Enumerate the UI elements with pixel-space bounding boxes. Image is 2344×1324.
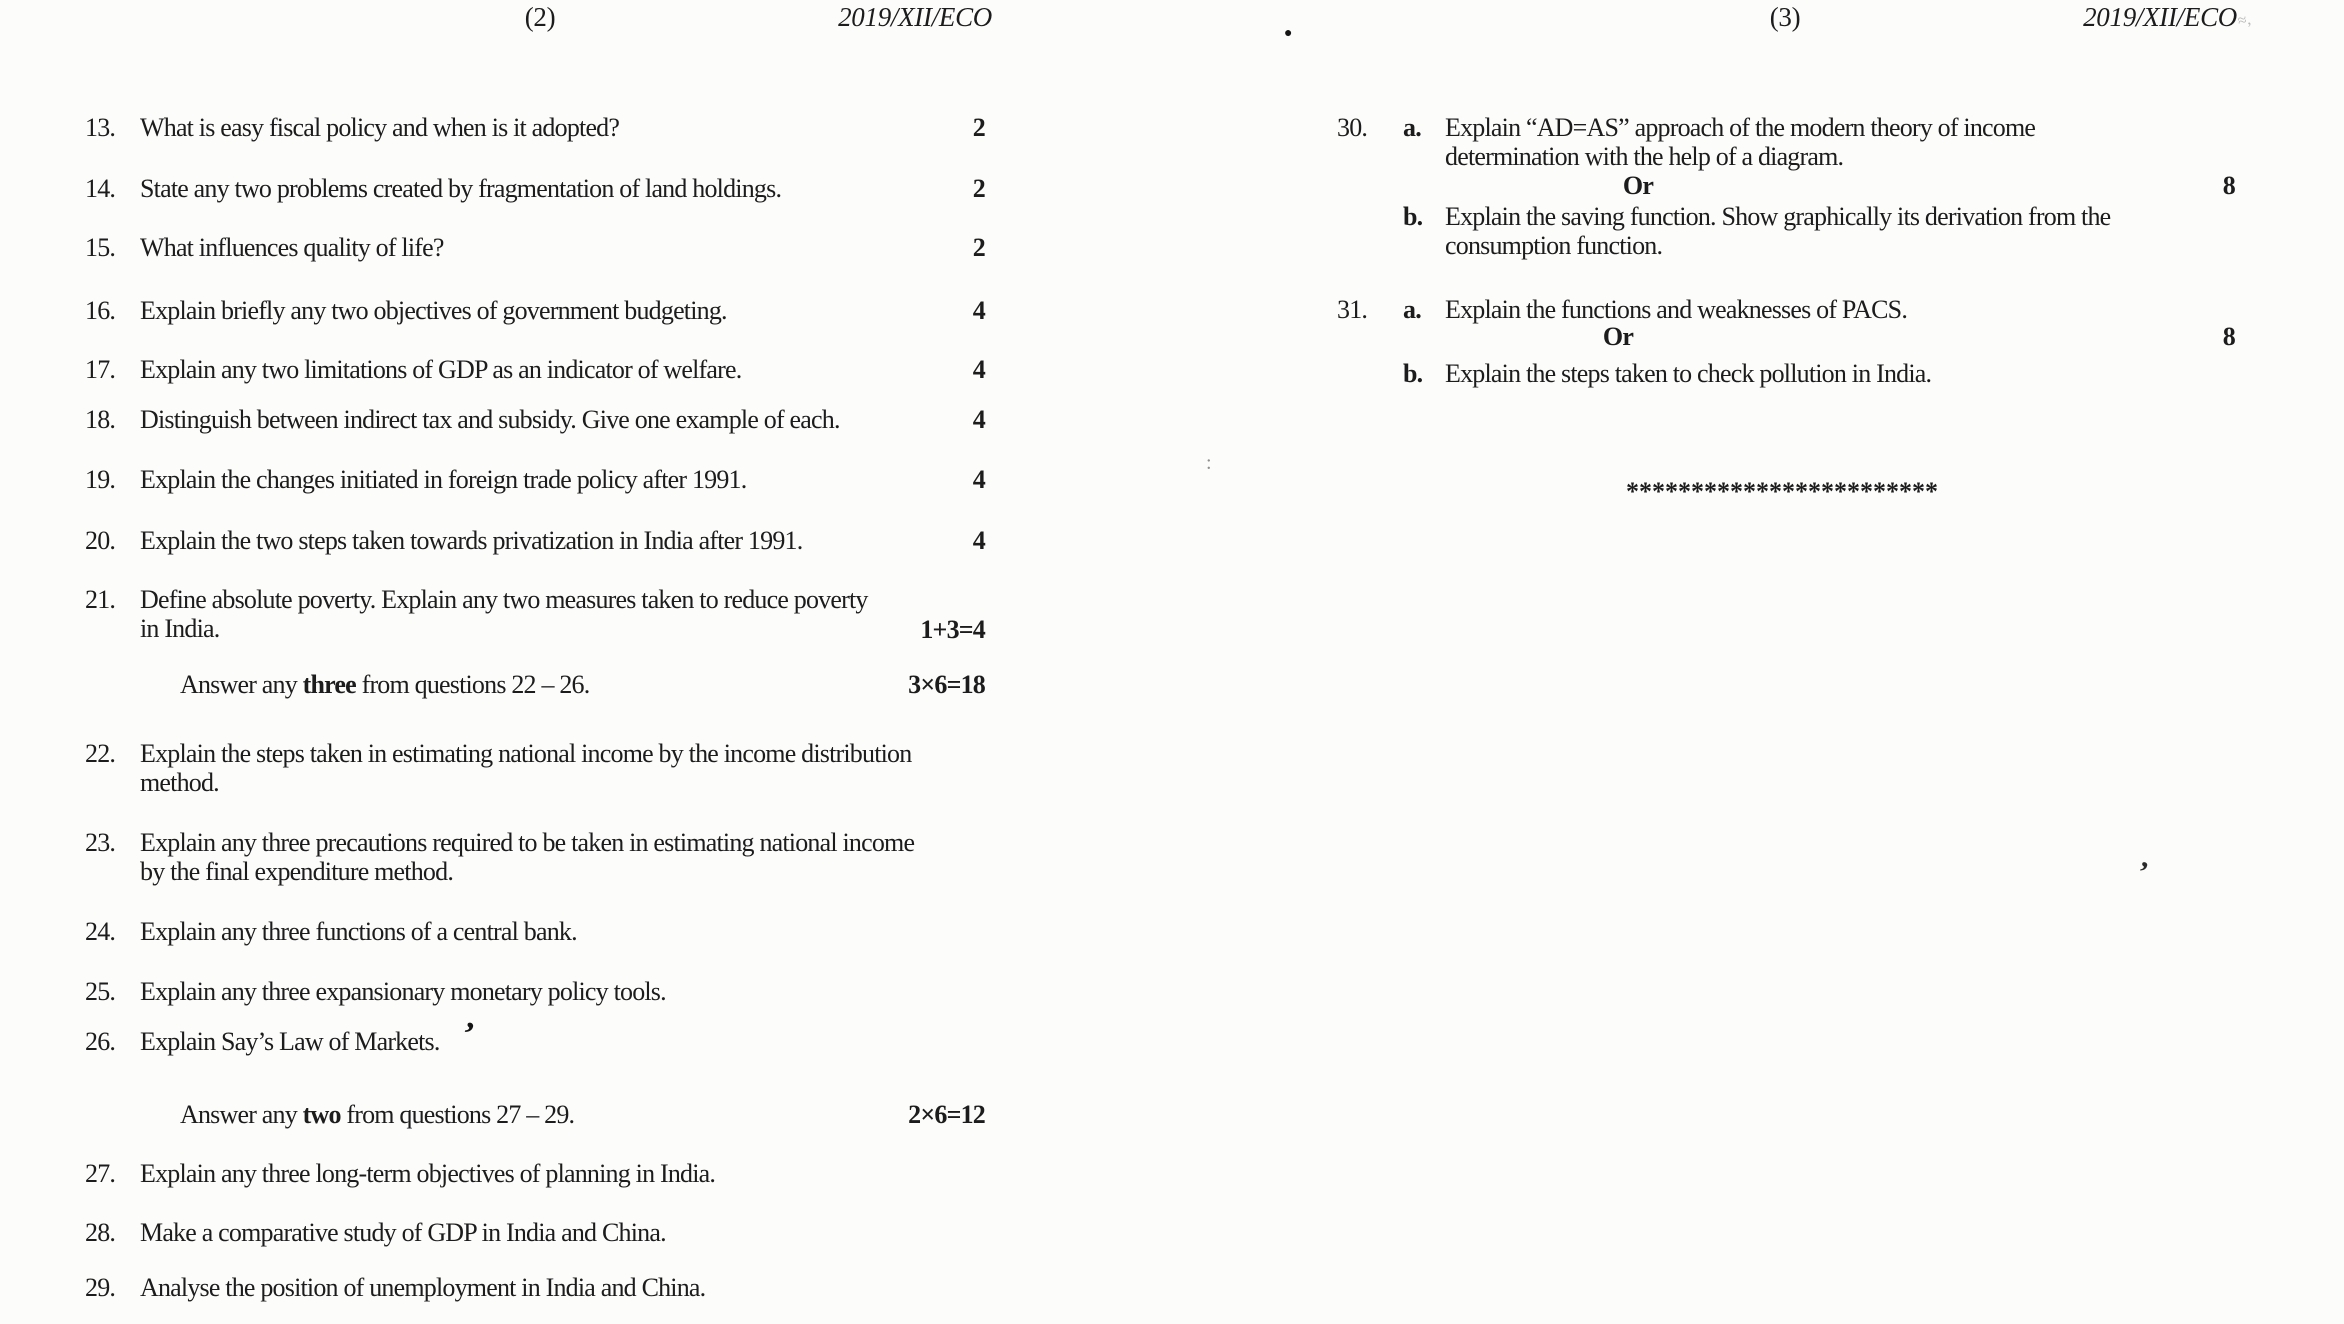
- question-line: Make a comparative study of GDP in India and China.: [140, 1218, 666, 1247]
- pen-tick-mark: ’: [2135, 855, 2151, 890]
- question-number: 26.: [85, 1027, 116, 1056]
- question-line: Explain the changes initiated in foreign trade policy after 1991.: [140, 465, 747, 494]
- pen-tick-mark: ’: [457, 1015, 478, 1054]
- question-number: 30.: [1337, 113, 1368, 142]
- question-line: Distinguish between indirect tax and subsidy. Give one example of each.: [140, 405, 840, 434]
- question-line: Explain briefly any two objectives of government budgeting.: [140, 296, 727, 325]
- question-text: [1445, 113, 2035, 171]
- page-number: (3): [1769, 2, 1801, 32]
- question-number: 18.: [85, 405, 116, 434]
- instruction-marks: 2×6=12: [908, 1100, 985, 1129]
- question-line: Explain any three functions of a central bank.: [140, 917, 577, 946]
- instruction-marks: 3×6=18: [908, 670, 985, 699]
- question-text: [1445, 295, 1907, 324]
- question-marks: 4: [972, 405, 985, 434]
- option-letter-b: b.: [1403, 202, 1423, 231]
- question-number: 22.: [85, 739, 116, 768]
- end-of-paper-stars: ************************: [1626, 477, 1938, 506]
- question-marks: 4: [972, 296, 985, 325]
- question-number: 24.: [85, 917, 116, 946]
- question-line: Explain any three expansionary monetary policy tools.: [140, 977, 666, 1006]
- question-number: 21.: [85, 585, 116, 614]
- question-number: 17.: [85, 355, 116, 384]
- question-number: 16.: [85, 296, 116, 325]
- question-number: 15.: [85, 233, 116, 262]
- question-line: Explain any three long-term objectives of planning in India.: [140, 1159, 716, 1188]
- page-number: (2): [524, 2, 556, 32]
- question-marks: 4: [972, 465, 985, 494]
- ink-dot-mark: ●: [1284, 26, 1293, 41]
- question-line: method.: [140, 768, 219, 797]
- scan-speck: :: [1206, 452, 1212, 474]
- question-number: 14.: [85, 174, 116, 203]
- question-line: Explain the two steps taken towards privatization in India after 1991.: [140, 526, 803, 555]
- question-line: Explain any three precautions required to be taken in estimating national income: [140, 828, 915, 857]
- question-marks: 8: [2222, 322, 2235, 351]
- instruction-suffix: from questions 22 – 26.: [355, 670, 590, 699]
- question-line: Explain the steps taken to check pollution in India.: [1445, 359, 1932, 388]
- question-marks: 4: [972, 355, 985, 384]
- question-marks: 8: [2222, 171, 2235, 200]
- option-letter-a: a.: [1403, 113, 1421, 142]
- scan-speck: ≈,: [2236, 11, 2253, 30]
- question-number: 20.: [85, 526, 116, 555]
- question-line: Explain the steps taken in estimating national income by the income distribution: [140, 739, 912, 768]
- question-number: 29.: [85, 1273, 116, 1302]
- question-line: State any two problems created by fragmentation of land holdings.: [140, 174, 782, 203]
- question-marks: 2: [972, 233, 985, 262]
- question-line: What influences quality of life?: [140, 233, 444, 262]
- question-number: 23.: [85, 828, 116, 857]
- question-number: 13.: [85, 113, 116, 142]
- question-line: determination with the help of a diagram.: [1445, 142, 1844, 171]
- question-marks: 2: [972, 174, 985, 203]
- question-text: [1445, 202, 2110, 260]
- or-label: Or: [1622, 171, 1654, 200]
- question-line: Explain the saving function. Show graphically its derivation from the: [1445, 202, 2111, 231]
- question-number: 19.: [85, 465, 116, 494]
- option-letter-a: a.: [1403, 295, 1421, 324]
- question-marks: 4: [972, 526, 985, 555]
- or-label: Or: [1602, 322, 1634, 351]
- question-line: in India.: [140, 614, 220, 643]
- paper-code: 2019/XII/ECO: [2083, 2, 2237, 32]
- question-number: 31.: [1337, 295, 1368, 324]
- instruction-prefix: Answer any: [180, 1100, 303, 1129]
- question-line: Explain Say’s Law of Markets.: [140, 1027, 440, 1056]
- question-line: by the final expenditure method.: [140, 857, 454, 886]
- question-line: Analyse the position of unemployment in India and China.: [140, 1273, 706, 1302]
- question-text: [1445, 359, 1931, 388]
- question-line: Define absolute poverty. Explain any two measures taken to reduce poverty: [140, 585, 868, 614]
- instruction-bold-word: two: [302, 1100, 341, 1129]
- option-letter-b: b.: [1403, 359, 1423, 388]
- question-number: 27.: [85, 1159, 116, 1188]
- question-line: consumption function.: [1445, 231, 1663, 260]
- question-line: Explain any two limitations of GDP as an indicator of welfare.: [140, 355, 742, 384]
- paper-code: 2019/XII/ECO: [838, 2, 992, 32]
- question-line: Explain “AD=AS” approach of the modern theory of income: [1445, 113, 2036, 142]
- instruction-prefix: Answer any: [180, 670, 303, 699]
- instruction-bold-word: three: [302, 670, 356, 699]
- question-line: What is easy fiscal policy and when is it adopted?: [140, 113, 620, 142]
- question-number: 28.: [85, 1218, 116, 1247]
- question-marks: 2: [972, 113, 985, 142]
- question-line: Explain the functions and weaknesses of PACS.: [1445, 295, 1908, 324]
- instruction-suffix: from questions 27 – 29.: [340, 1100, 575, 1129]
- question-number: 25.: [85, 977, 116, 1006]
- question-marks: 1+3=4: [920, 615, 985, 644]
